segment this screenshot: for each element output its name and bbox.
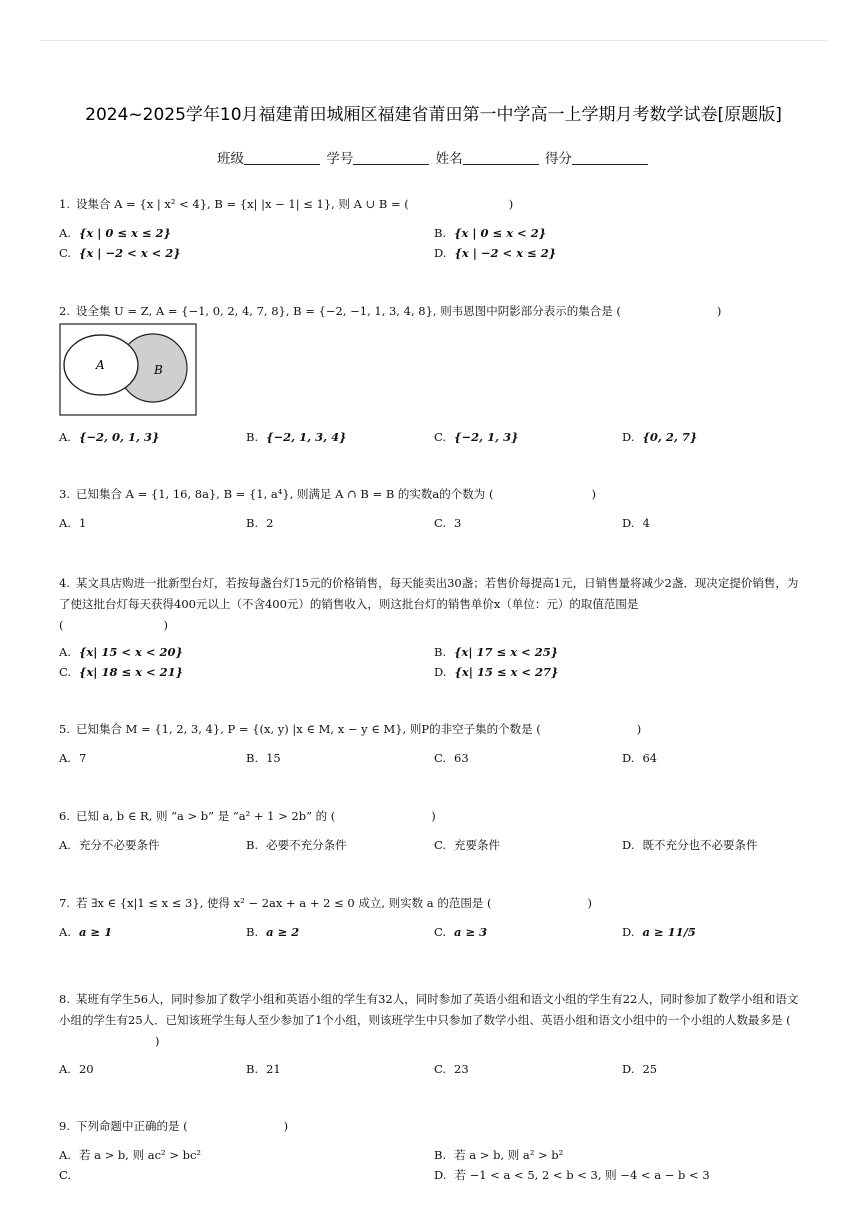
name-label: 姓名: [435, 151, 463, 167]
answer-paren-close: ): [431, 809, 436, 823]
question-2-options: [59, 427, 809, 447]
option-c[interactable]: C. 63: [434, 751, 469, 765]
option-b[interactable]: B. 15: [246, 751, 281, 765]
question-number: 8.: [59, 992, 70, 1006]
question-number: 5.: [59, 722, 70, 736]
option-a[interactable]: A. 7: [59, 751, 87, 765]
option-b[interactable]: B. 必要不充分条件: [246, 838, 347, 852]
option-b[interactable]: B. a ≥ 2: [246, 925, 300, 939]
question-3: [59, 484, 809, 533]
question-text: 某文具店购进一批新型台灯，若按每盏台灯15元的价格销售，每天能卖出30盏；若售价每提高1元，日销售量将减少2盏．现决定提价销售，为了使这批台灯每天获得400元以上（不含400元）的销售收入，则这批台灯的销售单价x（单位：元）的取值范围是: [59, 576, 799, 611]
question-stem: [59, 719, 809, 740]
option-d[interactable]: D. 64: [622, 751, 658, 765]
question-number: 6.: [59, 809, 70, 823]
option-a[interactable]: A. {x | 0 ≤ x ≤ 2}: [59, 226, 171, 240]
class-blank[interactable]: [244, 150, 320, 165]
question-stem: [59, 301, 809, 322]
option-c[interactable]: C. 充要条件: [434, 838, 501, 852]
question-text: 设集合 A = {x | x² < 4}, B = {x| |x − 1| ≤ 1}, 则 A ∪ B = (: [75, 197, 409, 211]
question-text: 已知集合 A = {1, 16, 8a}, B = {1, a⁴}, 则满足 A ∩ B = B 的实数a的个数为 (: [75, 487, 494, 501]
answer-paren-close: ): [283, 1119, 289, 1133]
question-number: 9.: [59, 1119, 70, 1133]
option-c[interactable]: C. a ≥ 3: [434, 925, 488, 939]
option-c[interactable]: C. 3: [434, 516, 462, 530]
question-stem: [59, 893, 809, 914]
score-label: 得分: [544, 151, 572, 167]
option-a[interactable]: A. 20: [59, 1062, 94, 1076]
student-info-fields: [0, 147, 867, 167]
option-d[interactable]: D. 4: [622, 516, 650, 530]
question-2: [59, 301, 809, 322]
option-a[interactable]: A. a ≥ 1: [59, 925, 113, 939]
class-field[interactable]: [217, 147, 322, 167]
option-d[interactable]: D. 25: [622, 1062, 658, 1076]
option-c[interactable]: C. {x | −2 < x < 2}: [59, 246, 181, 260]
question-text: 若 ∃x ∈ {x|1 ≤ x ≤ 3}, 使得 x² − 2ax + a + 2 ≤ 0 成立, 则实数 a 的范围是 (: [75, 896, 492, 910]
answer-paren-close: ): [716, 304, 722, 318]
venn-label-b: B: [154, 363, 163, 377]
option-b[interactable]: B. 若 a > b, 则 a² > b²: [434, 1148, 564, 1162]
question-text: 设全集 U = Z, A = {−1, 0, 2, 4, 7, 8}, B = {−2, −1, 1, 3, 4, 8}, 则韦恩图中阴影部分表示的集合是 (: [75, 304, 621, 318]
page-top-rule: [40, 40, 827, 41]
question-number: 7.: [59, 896, 70, 910]
question-9: [59, 1116, 809, 1185]
student-id-blank[interactable]: [353, 150, 429, 165]
answer-paren-close: ): [155, 1034, 160, 1048]
question-6: [59, 806, 809, 855]
option-a[interactable]: A. {x| 15 < x < 20}: [59, 645, 183, 659]
option-c[interactable]: C.: [59, 1168, 72, 1182]
student-id-label: 学号: [326, 151, 354, 167]
name-blank[interactable]: [463, 150, 539, 165]
question-5: [59, 719, 809, 768]
option-d[interactable]: D. {x | −2 < x ≤ 2}: [434, 246, 557, 260]
answer-paren-open: (: [59, 618, 64, 632]
answer-paren-close: ): [636, 722, 642, 736]
question-number: 2.: [59, 304, 70, 318]
question-stem: [59, 1116, 809, 1137]
question-number: 1.: [59, 197, 70, 211]
option-a[interactable]: A. {−2, 0, 1, 3}: [59, 430, 160, 444]
option-d[interactable]: D. a ≥ 11/5: [622, 925, 696, 939]
question-stem: [59, 484, 809, 505]
venn-label-a: A: [96, 358, 105, 372]
question-text: 下列命题中正确的是 (: [75, 1119, 188, 1133]
question-text: 已知 a, b ∈ R, 则 “a > b” 是 “a² + 1 > 2b” 的 (: [75, 809, 336, 823]
answer-paren-close: ): [587, 896, 592, 910]
option-b[interactable]: B. {−2, 1, 3, 4}: [246, 430, 347, 444]
option-c[interactable]: C. {x| 18 ≤ x < 21}: [59, 665, 184, 679]
class-label: 班级: [217, 151, 245, 167]
question-8: [59, 989, 809, 1079]
score-blank[interactable]: [572, 150, 648, 165]
answer-paren-close: ): [508, 197, 514, 211]
question-stem: [59, 806, 809, 827]
question-text: 某班有学生56人，同时参加了数学小组和英语小组的学生有32人，同时参加了英语小组和语文小组的学生有22人，同时参加了数学小组和语文小组的学生有25人．已知该班学生每人至少参加了1个小组，则该班学生中只参加了数学小组、英语小组和语文小组中的一个小组的人数最多是 (: [59, 992, 799, 1027]
question-1: [59, 194, 809, 263]
option-a[interactable]: A. 充分不必要条件: [59, 838, 160, 852]
question-text: 已知集合 M = {1, 2, 3, 4}, P = {(x, y) |x ∈ M, x − y ∈ M}, 则P的非空子集的个数是 (: [75, 722, 541, 736]
name-field[interactable]: [436, 147, 541, 167]
question-7: [59, 893, 809, 942]
student-id-field[interactable]: [326, 147, 431, 167]
option-d[interactable]: D. 既不充分也不必要条件: [622, 838, 758, 852]
option-d[interactable]: D. 若 −1 < a < 5, 2 < b < 3, 则 −4 < a − b < 3: [434, 1168, 710, 1182]
option-b[interactable]: B. 2: [246, 516, 274, 530]
option-b[interactable]: B. {x| 17 ≤ x < 25}: [434, 645, 559, 659]
page-title: 2024~2025学年10月福建莆田城厢区福建省莆田第一中学高一上学期月考数学试卷[原题版]: [85, 105, 782, 125]
question-stem: [59, 194, 809, 215]
answer-paren-close: ): [591, 487, 596, 501]
option-a[interactable]: A. 若 a > b, 则 ac² > bc²: [59, 1148, 202, 1162]
question-stem: [59, 573, 809, 636]
question-4: [59, 573, 809, 682]
venn-diagram: [59, 323, 199, 417]
option-b[interactable]: B. 21: [246, 1062, 281, 1076]
option-b[interactable]: B. {x | 0 ≤ x < 2}: [434, 226, 547, 240]
option-d[interactable]: D. {0, 2, 7}: [622, 430, 698, 444]
answer-paren-close: ): [163, 618, 168, 632]
question-number: 3.: [59, 487, 70, 501]
option-a[interactable]: A. 1: [59, 516, 87, 530]
score-field[interactable]: [545, 147, 650, 167]
question-number: 4.: [59, 576, 70, 590]
option-c[interactable]: C. 23: [434, 1062, 469, 1076]
option-d[interactable]: D. {x| 15 ≤ x < 27}: [434, 665, 559, 679]
option-c[interactable]: C. {−2, 1, 3}: [434, 430, 519, 444]
question-stem: [59, 989, 809, 1052]
